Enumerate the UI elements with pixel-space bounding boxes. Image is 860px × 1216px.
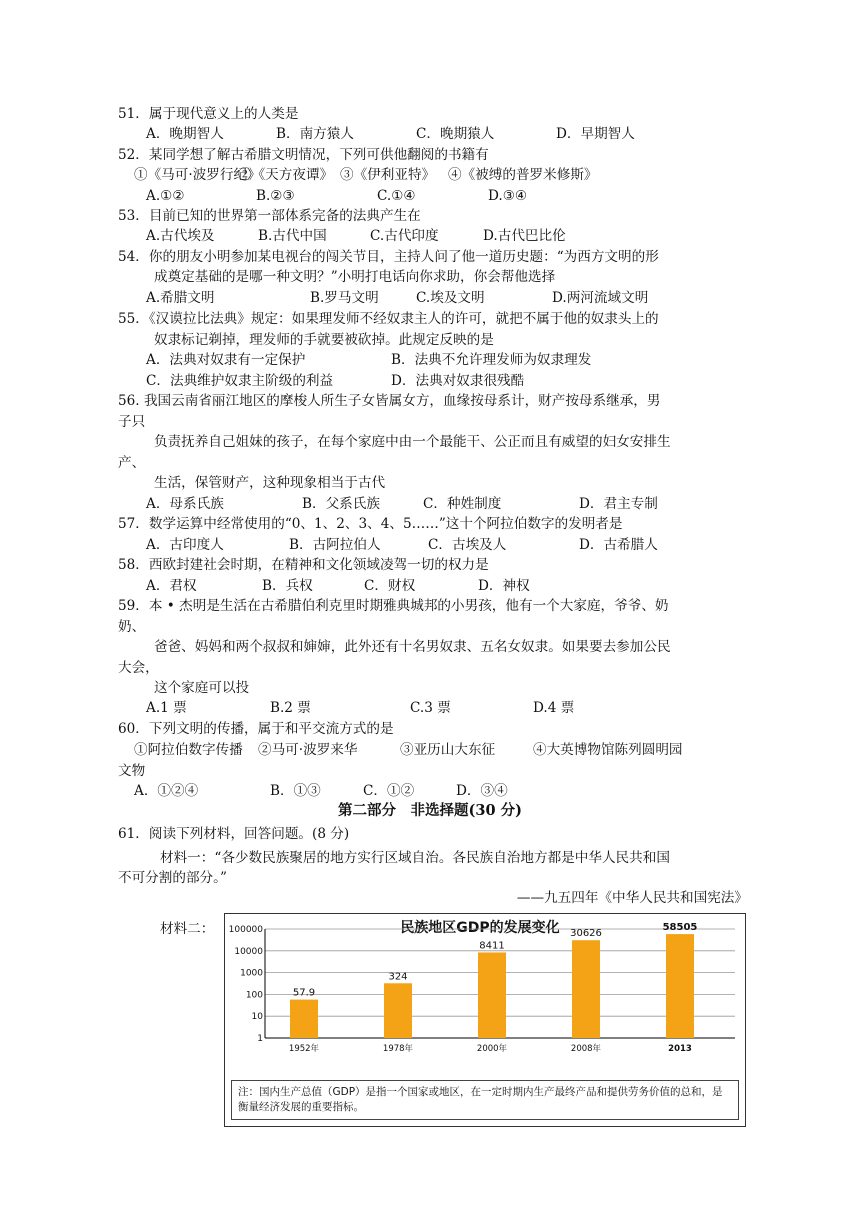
question-line: 奶、 xyxy=(118,619,146,635)
bar xyxy=(384,983,412,1038)
y-tick-label: 10000 xyxy=(234,946,263,957)
question-line: 53．目前已知的世界第一部体系完备的法典产生在 xyxy=(118,208,421,224)
answer-option: C.古代印度 xyxy=(370,228,439,244)
bar-value-label: 57.9 xyxy=(292,987,316,999)
answer-option: D．③④ xyxy=(456,783,508,799)
bar xyxy=(572,940,600,1038)
x-tick-label: 2008年 xyxy=(570,1044,602,1054)
answer-option: A．君权 xyxy=(146,578,197,594)
answer-option: C.①④ xyxy=(377,188,416,204)
question-line: 生活，保管财产，这种现象相当于古代 xyxy=(154,475,386,491)
answer-option: B.②③ xyxy=(256,188,295,204)
chart-title: 民族地区GDP的发展变化 xyxy=(400,920,560,936)
answer-option: B．南方猿人 xyxy=(276,126,354,142)
answer-option: A．母系氏族 xyxy=(146,496,224,512)
bar-value-label: 58505 xyxy=(662,922,698,934)
answer-option: ③《伊利亚特》 xyxy=(340,167,436,183)
section-title: 第二部分 非选择题(30 分) xyxy=(338,802,522,819)
question-line: 54．你的朋友小明参加某电视台的闯关节目，主持人问了他一道历史题：“为西方文明的形 xyxy=(118,249,659,265)
answer-option: ④大英博物馆陈列圆明园 xyxy=(533,742,683,758)
answer-option: D．法典对奴隶很残酷 xyxy=(391,373,525,389)
answer-option: A.古代埃及 xyxy=(146,228,215,244)
x-tick-label: 1978年 xyxy=(382,1044,414,1054)
question-line: 产、 xyxy=(118,455,146,471)
bar xyxy=(666,934,694,1038)
answer-option: C．古埃及人 xyxy=(428,537,507,553)
answer-option: D.古代巴比伦 xyxy=(483,228,566,244)
answer-option: A．法典对奴隶有一定保护 xyxy=(146,352,306,368)
question-line: 57．数学运算中经常使用的“0、1、2、3、4、5……”这十个阿拉伯数字的发明者是 xyxy=(118,516,623,532)
bar xyxy=(290,1000,318,1038)
answer-option: A．晚期智人 xyxy=(146,126,224,142)
bar xyxy=(478,952,506,1038)
question-line: 这个家庭可以投 xyxy=(154,680,250,696)
answer-option: A．古印度人 xyxy=(146,537,224,553)
question-line: 子只 xyxy=(118,414,146,430)
answer-option: D.两河流域文明 xyxy=(552,290,649,306)
answer-option: B．①③ xyxy=(270,783,321,799)
answer-option: A.①② xyxy=(146,188,185,204)
answer-option: C．财权 xyxy=(364,578,416,594)
answer-option: ①《马可·波罗行纪》 xyxy=(134,167,261,183)
answer-option: D．神权 xyxy=(478,578,530,594)
question-line: 55．《汉谟拉比法典》规定：如果理发师不经奴隶主人的许可，就把不属于他的奴隶头上的 xyxy=(118,311,659,327)
answer-option: C．法典维护奴隶主阶级的利益 xyxy=(146,373,334,389)
answer-option: B．法典不允许理发师为奴隶理发 xyxy=(391,352,592,368)
question-line: 成奠定基础的是哪一种文明？”小明打电话向你求助，你会帮他选择 xyxy=(154,269,556,285)
x-tick-label: 2013 xyxy=(668,1044,692,1054)
y-tick-label: 10 xyxy=(251,1012,263,1023)
bar-value-label: 324 xyxy=(388,971,408,983)
y-tick-label: 100000 xyxy=(228,925,263,935)
y-tick-label: 1 xyxy=(257,1034,263,1044)
question-61: 61．阅读下列材料，回答问题。(8 分) xyxy=(118,826,350,842)
y-tick-label: 100 xyxy=(245,990,263,1001)
question-line: 56. 我国云南省丽江地区的摩梭人所生子女皆属女方，血缘按母系计，财产按母系继承，男 xyxy=(118,393,661,409)
answer-option: ④《被缚的普罗米修斯》 xyxy=(448,167,598,183)
answer-option: ③亚历山大东征 xyxy=(400,742,496,758)
bar-value-label: 8411 xyxy=(479,940,505,952)
answer-option: C.3 票 xyxy=(410,700,451,716)
answer-option: B．古阿拉伯人 xyxy=(289,537,381,553)
x-tick-label: 1952年 xyxy=(288,1044,320,1054)
answer-option: ②马可·波罗来华 xyxy=(258,742,358,758)
question-line: 负责抚养自己姐妹的孩子，在每个家庭中由一个最能干、公正而且有威望的妇女安排生 xyxy=(154,434,671,450)
answer-option: A.1 票 xyxy=(146,700,187,716)
gdp-chart-figure xyxy=(224,913,746,1127)
question-line: 大会， xyxy=(118,660,159,676)
answer-option: D．古希腊人 xyxy=(579,537,658,553)
answer-option: A．①②④ xyxy=(134,783,199,799)
answer-option: C．①② xyxy=(363,783,415,799)
question-line: 文物 xyxy=(118,763,146,779)
answer-option: D．早期智人 xyxy=(556,126,635,142)
material2-label: 材料二： xyxy=(160,921,215,937)
answer-option: D.4 票 xyxy=(533,700,575,716)
question-line: 爸爸、妈妈和两个叔叔和婶婶，此外还有十名男奴隶、五名女奴隶。如果要去参加公民 xyxy=(154,639,671,655)
answer-option: B.罗马文明 xyxy=(310,290,379,306)
answer-option: ①阿拉伯数字传播 xyxy=(134,742,243,758)
chart-note: 注：国内生产总值（GDP）是指一个国家或地区，在一定时期内生产最终产品和提供劳务价值的总和，是衡量经济发展的重要指标。 xyxy=(231,1080,739,1120)
answer-option: C．种姓制度 xyxy=(423,496,502,512)
x-tick-label: 2000年 xyxy=(476,1044,508,1054)
bar-value-label: 30626 xyxy=(570,928,602,940)
answer-option: D．君主专制 xyxy=(579,496,658,512)
answer-option: ②《天方夜谭》 xyxy=(238,167,334,183)
answer-option: B.2 票 xyxy=(270,700,311,716)
answer-option: A.希腊文明 xyxy=(146,290,215,306)
material1-source: ——九五四年《中华人民共和国宪法》 xyxy=(516,890,748,906)
material1-line1: 材料一：“各少数民族聚居的地方实行区域自治。各民族自治地方都是中华人民共和国 xyxy=(160,850,670,866)
answer-option: B．父系氏族 xyxy=(302,496,380,512)
question-line: 51．属于现代意义上的人类是 xyxy=(118,106,299,122)
question-line: 59．本 • 杰明是生活在古希腊伯利克里时期雅典城邦的小男孩，他有一个大家庭，爷爷、奶 xyxy=(118,598,669,614)
y-tick-label: 1000 xyxy=(240,968,263,979)
answer-option: D.③④ xyxy=(488,188,528,204)
answer-option: B.古代中国 xyxy=(258,228,327,244)
answer-option: C．晚期猿人 xyxy=(416,126,495,142)
question-line: 52．某同学想了解古希腊文明情况，下列可供他翻阅的书籍有 xyxy=(118,147,489,163)
question-line: 奴隶标记剃掉，理发师的手就要被砍掉。此规定反映的是 xyxy=(154,332,494,348)
material1-line2: 不可分割的部分。” xyxy=(118,870,227,886)
answer-option: C.埃及文明 xyxy=(416,290,485,306)
question-line: 58．西欧封建社会时期，在精神和文化领域凌驾一切的权力是 xyxy=(118,557,489,573)
answer-option: B．兵权 xyxy=(262,578,313,594)
question-line: 60．下列文明的传播，属于和平交流方式的是 xyxy=(118,721,394,737)
